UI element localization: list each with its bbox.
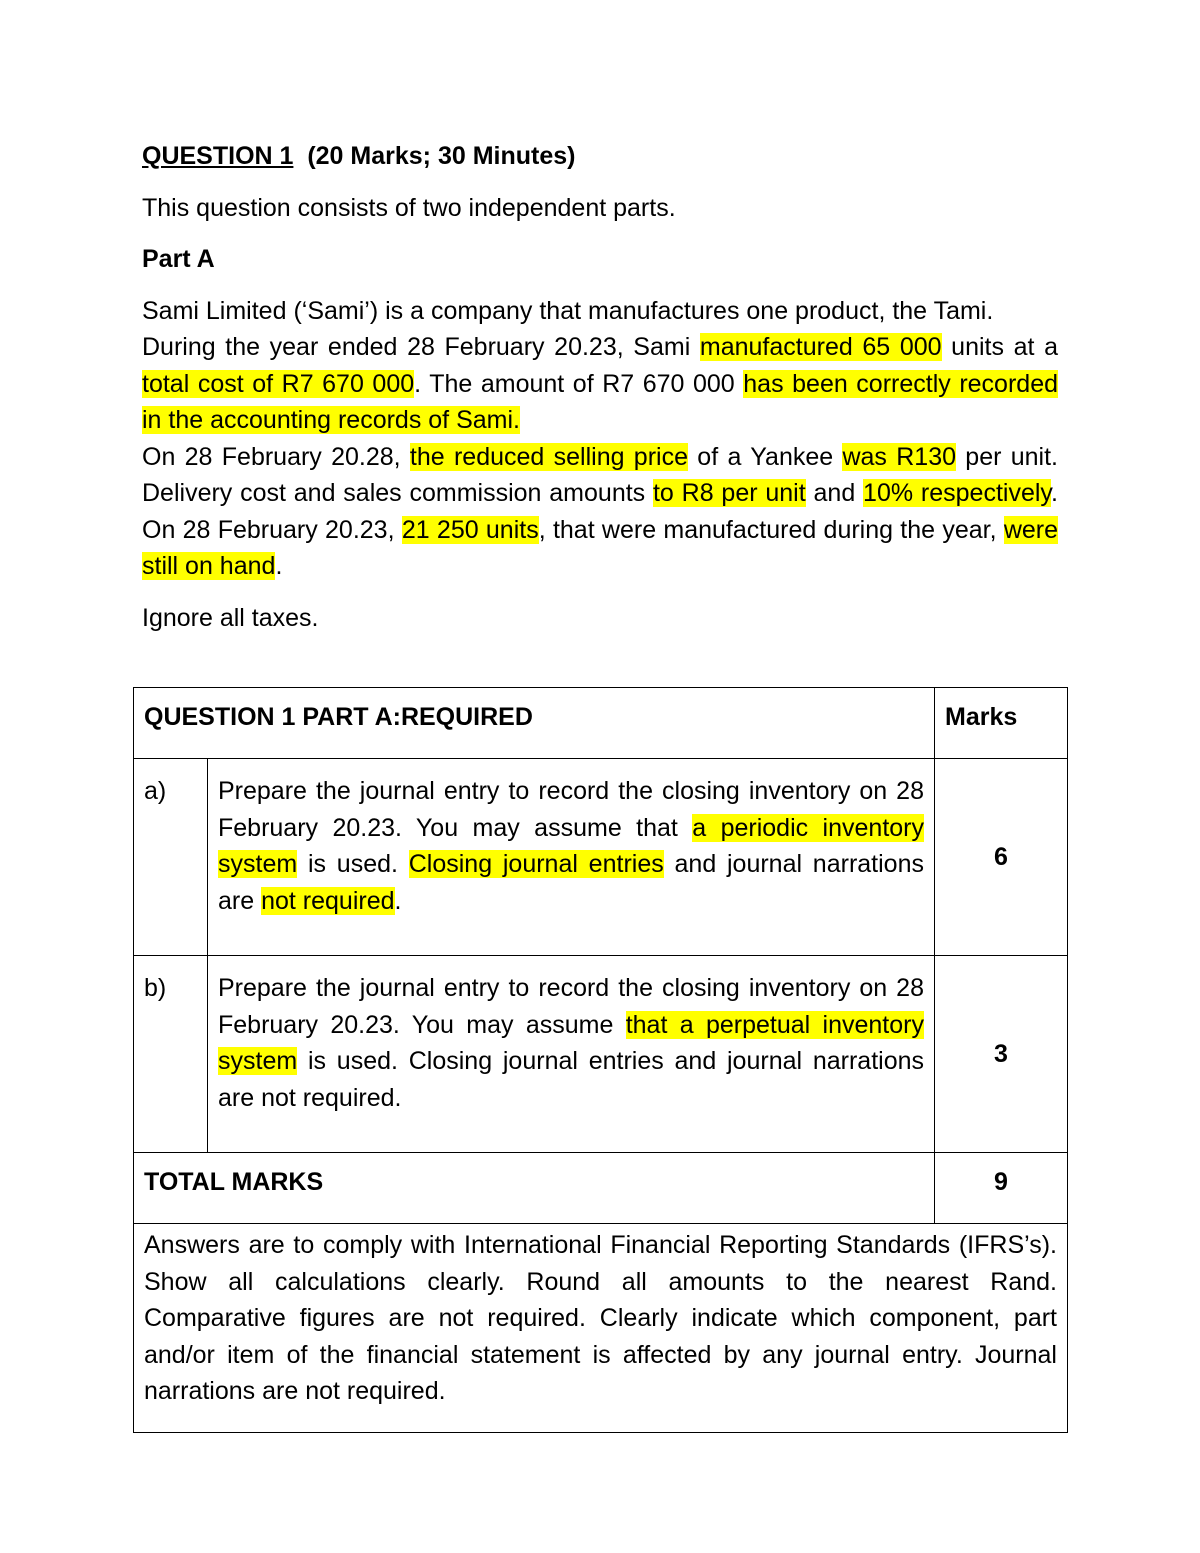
text-run: , that were manufactured during the year, [538,515,1004,544]
text-run: . [394,886,402,915]
requirement-text [208,759,935,956]
table-header-row [134,688,1068,759]
ignore-taxes-note: Ignore all taxes. [142,603,319,632]
intro-text: This question consists of two independent parts. [142,193,676,222]
text-run: is used. [297,850,409,878]
text-run: of a Yankee [688,442,843,471]
highlight: not required [261,886,395,915]
highlight: was R130 [842,442,956,471]
text-run: and [805,479,864,507]
highlight: 21 250 units [401,515,539,544]
text-run: . The amount of R7 670 000 [414,369,744,398]
scenario-paragraph-1: Sami Limited (‘Sami’) is a company that manufactures one product, the Tami. [142,296,994,325]
row-label: a) [134,759,208,956]
highlight: a periodic inventory system [218,813,924,878]
row-label: b) [134,956,208,1153]
required-header: QUESTION 1 PART A:REQUIRED [134,688,935,759]
text-run: units at a [941,333,1058,361]
text-run: . On 28 February 20.23, [142,479,1058,544]
compliance-note: Answers are to comply with International Financial Reporting Standards (IFRS’s). Show all calculations clearly. Round all amounts to the nearest Rand. Comparative figures are not required. Clearly indicate which component, part and/or item of the financial statement is affected by any journal entry. Journal narrations are not required. [134,1224,1068,1433]
highlight: total cost of R7 670 000 [142,369,415,398]
text-run: During the year ended 28 February 20.23, Sami [142,333,700,361]
highlight: to R8 per unit [652,479,806,507]
text-run: On 28 February 20.28, [142,442,410,471]
highlight: that a perpetual inventory system [218,1010,924,1075]
note-row [134,1224,1068,1433]
highlight: Closing journal entries [408,850,664,878]
highlight: manufactured 65 000 [699,333,942,361]
total-row [134,1153,1068,1224]
highlight: the reduced selling price [409,442,688,471]
required-table [133,687,1068,1433]
highlight: were still on hand [142,515,1059,580]
question-number: QUESTION 1 [142,142,294,170]
highlight: 10% respectively [863,479,1052,507]
marks-value: 6 [935,759,1068,956]
table-row [134,759,1068,956]
text-run: . [275,552,283,580]
text-run: and journal narrations are [218,850,924,915]
text-run: Prepare the journal entry to record the closing inventory on 28 February 20.23. You may assume that [218,777,924,842]
marks-value: 3 [935,956,1068,1153]
table-row [134,956,1068,1153]
scenario-paragraph-3 [142,439,1058,585]
question-heading [142,138,1058,175]
total-value: 9 [935,1153,1068,1224]
total-label: TOTAL MARKS [134,1153,935,1224]
requirement-text [208,956,935,1153]
text-run: per unit. Delivery cost and sales commission amounts [142,442,1058,507]
question-body [142,138,1058,636]
highlight: has been correctly recorded in the accounting records of Sami. [142,369,1059,434]
question-meta: (20 Marks; 30 Minutes) [307,142,576,170]
scenario-paragraph-2 [142,329,1058,439]
marks-header: Marks [935,688,1068,759]
text-run: is used. Closing journal entries and journal narrations are not required. [218,1047,924,1112]
part-title: Part A [142,245,215,273]
text-run: Prepare the journal entry to record the closing inventory on 28 February 20.23. You may assume [218,974,924,1039]
